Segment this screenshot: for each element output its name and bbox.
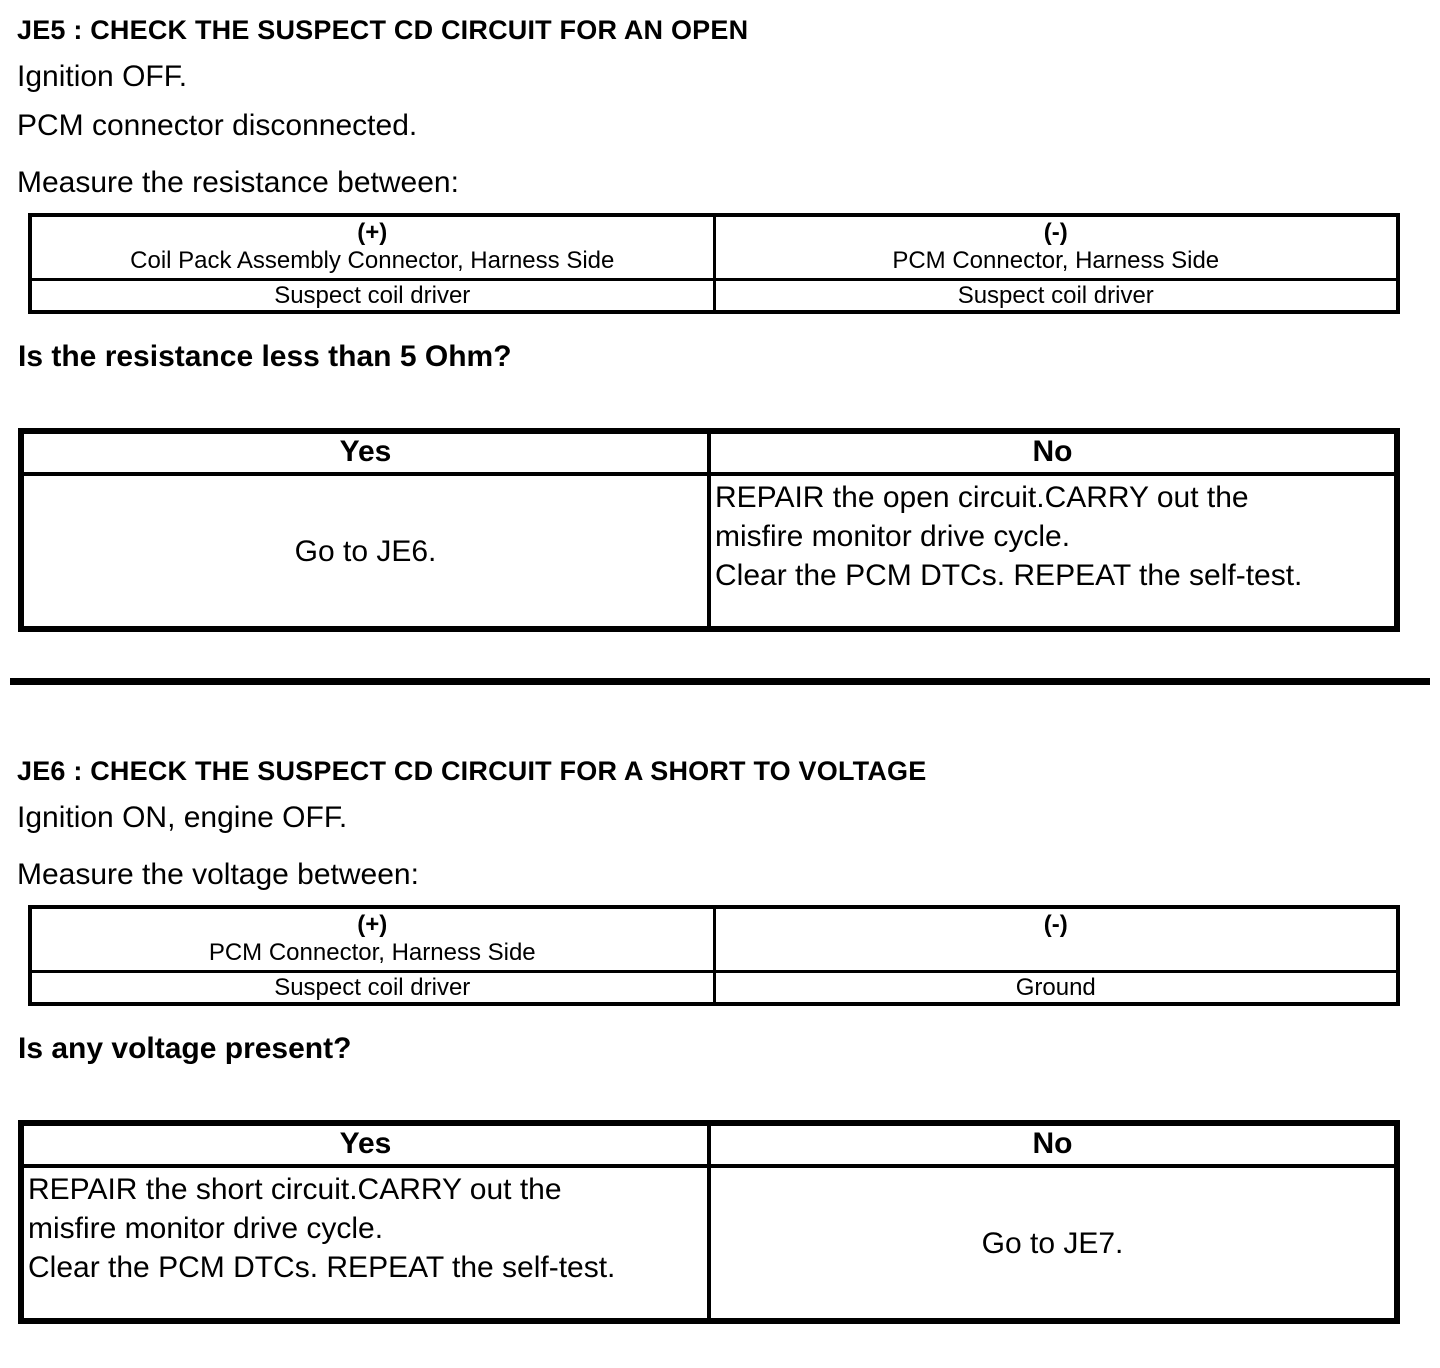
positive-lead-header bbox=[30, 907, 714, 972]
action-line: Clear the PCM DTCs. REPEAT the self-test. bbox=[715, 559, 1303, 592]
negative-polarity-label: (-) bbox=[1043, 219, 1068, 246]
decision-table bbox=[18, 428, 1400, 632]
decision-header-row bbox=[21, 1123, 1397, 1166]
positive-lead-header bbox=[30, 215, 714, 280]
measurement-table bbox=[28, 213, 1400, 314]
decision-action-row bbox=[21, 474, 1397, 629]
action-line: misfire monitor drive cycle. bbox=[715, 520, 1071, 553]
decision-question: Is the resistance less than 5 Ohm? bbox=[18, 340, 512, 373]
action-line: misfire monitor drive cycle. bbox=[28, 1212, 384, 1245]
section-heading: JE6 : CHECK THE SUSPECT CD CIRCUIT FOR A SHORT TO VOLTAGE bbox=[17, 756, 927, 786]
negative-lead-header bbox=[714, 215, 1398, 280]
negative-pin-cell: Ground bbox=[714, 972, 1398, 1005]
decision-header-row bbox=[21, 431, 1397, 474]
yes-header: Yes bbox=[21, 431, 709, 474]
positive-connector-label: PCM Connector, Harness Side bbox=[208, 939, 536, 966]
measurement-table bbox=[28, 905, 1400, 1006]
no-header: No bbox=[709, 1123, 1397, 1166]
section-divider bbox=[10, 678, 1430, 685]
action-line: REPAIR the open circuit.CARRY out the bbox=[715, 481, 1249, 514]
yes-header: Yes bbox=[21, 1123, 709, 1166]
positive-polarity-label: (+) bbox=[357, 911, 388, 938]
negative-connector-label: PCM Connector, Harness Side bbox=[892, 247, 1220, 274]
negative-polarity-label: (-) bbox=[1043, 911, 1068, 938]
positive-connector-label: Coil Pack Assembly Connector, Harness Side bbox=[130, 247, 615, 274]
positive-pin-cell: Suspect coil driver bbox=[30, 280, 714, 313]
measurement-header-row bbox=[30, 215, 1398, 280]
action-line: Go to JE6. bbox=[294, 534, 437, 568]
positive-pin-cell: Suspect coil driver bbox=[30, 972, 714, 1005]
yes-action-cell bbox=[21, 1166, 709, 1321]
section-heading: JE5 : CHECK THE SUSPECT CD CIRCUIT FOR AN OPEN bbox=[17, 15, 749, 45]
no-action-cell bbox=[709, 1166, 1397, 1321]
negative-connector-label bbox=[716, 939, 1397, 967]
measure-instruction: Measure the resistance between: bbox=[17, 166, 459, 199]
decision-table bbox=[18, 1120, 1400, 1324]
decision-action-row bbox=[21, 1166, 1397, 1321]
test-step: Ignition ON, engine OFF. bbox=[17, 801, 348, 834]
measurement-header-row bbox=[30, 907, 1398, 972]
test-step: Ignition OFF. bbox=[17, 60, 188, 93]
positive-polarity-label: (+) bbox=[357, 219, 388, 246]
yes-action-cell bbox=[21, 474, 709, 629]
section-je5 bbox=[0, 14, 1440, 632]
measurement-pin-row bbox=[30, 972, 1398, 1005]
test-step: PCM connector disconnected. bbox=[17, 109, 418, 142]
measure-instruction: Measure the voltage between: bbox=[17, 858, 419, 891]
no-header: No bbox=[709, 431, 1397, 474]
negative-pin-cell: Suspect coil driver bbox=[714, 280, 1398, 313]
action-line: Clear the PCM DTCs. REPEAT the self-test. bbox=[28, 1251, 616, 1284]
no-action-cell bbox=[709, 474, 1397, 629]
action-line: REPAIR the short circuit.CARRY out the bbox=[28, 1173, 562, 1206]
section-je6 bbox=[0, 755, 1440, 1324]
decision-question: Is any voltage present? bbox=[18, 1032, 352, 1065]
action-line: Go to JE7. bbox=[981, 1226, 1124, 1260]
measurement-pin-row bbox=[30, 280, 1398, 313]
negative-lead-header bbox=[714, 907, 1398, 972]
